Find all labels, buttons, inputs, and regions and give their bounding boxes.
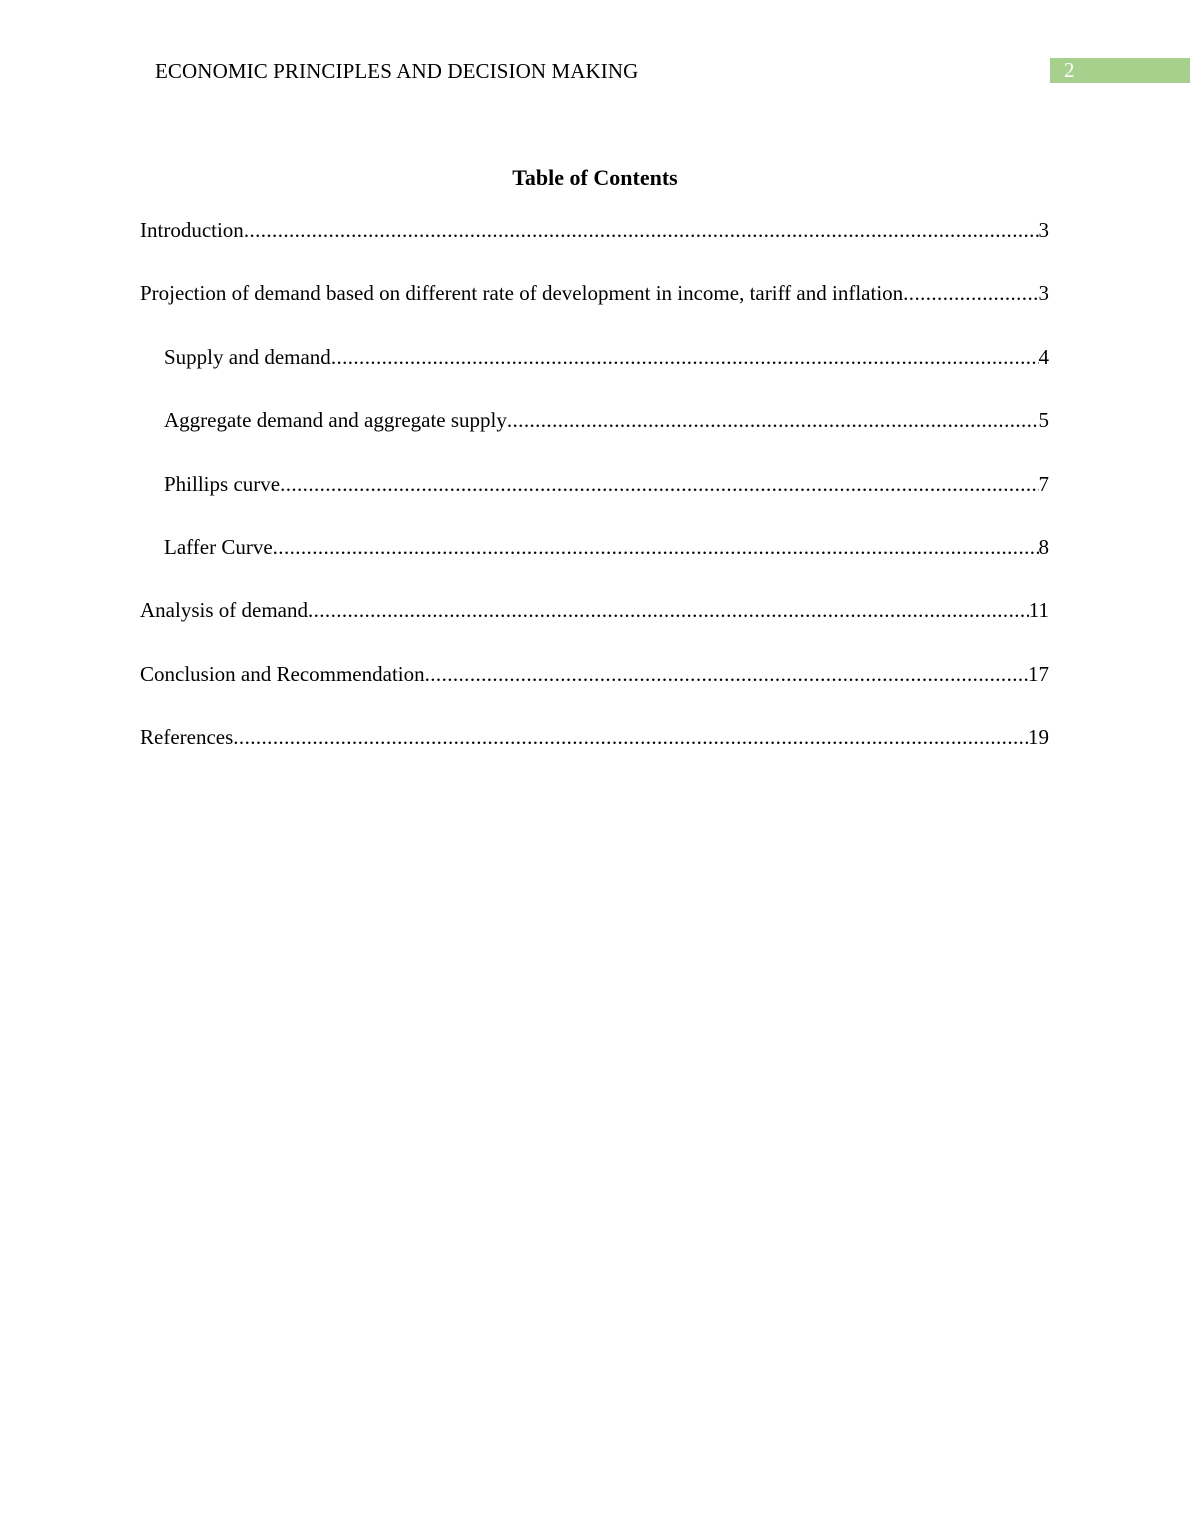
- toc-dot-leader: [903, 278, 1038, 308]
- toc-entry-introduction[interactable]: [140, 215, 1049, 278]
- toc-entry-references[interactable]: [140, 722, 1049, 785]
- toc-entry-label[interactable]: Conclusion and Recommendation: [140, 661, 425, 686]
- toc-entry-projection-of-demand[interactable]: [140, 278, 1049, 341]
- toc-entry-conclusion[interactable]: [140, 659, 1049, 722]
- toc-list: [140, 215, 1049, 786]
- toc-dot-leader: [308, 595, 1029, 625]
- toc-entry-label[interactable]: Projection of demand based on different rate of development in income, tariff and inflation: [140, 281, 904, 306]
- toc-dot-leader: [280, 469, 1038, 499]
- toc-dot-leader: [273, 532, 1039, 562]
- toc-dot-leader: [244, 215, 1039, 245]
- page-number: 2: [1064, 58, 1075, 82]
- toc-entry-laffer-curve[interactable]: [140, 532, 1049, 595]
- toc-entry-page: 5: [1038, 408, 1049, 433]
- toc-entry-label[interactable]: Aggregate demand and aggregate supply: [164, 408, 507, 433]
- toc-entry-page: 11: [1028, 598, 1049, 623]
- toc-dot-leader: [233, 722, 1028, 752]
- toc-entry-label[interactable]: Supply and demand: [164, 344, 331, 369]
- toc-entry-label[interactable]: Introduction: [140, 218, 244, 242]
- toc-entry-page: 4: [1038, 344, 1049, 369]
- toc-entry-page: 17: [1028, 661, 1049, 686]
- toc-dot-leader: [425, 659, 1028, 689]
- toc-entry-page: 3: [1038, 281, 1049, 306]
- toc-dot-leader: [331, 342, 1039, 372]
- toc-entry-supply-and-demand[interactable]: [140, 342, 1049, 405]
- toc-entry-aggregate-demand[interactable]: [140, 405, 1049, 468]
- toc-entry-page: 3: [1038, 218, 1049, 242]
- toc-entry-label[interactable]: Analysis of demand: [140, 598, 308, 623]
- toc-entry-page: 7: [1038, 471, 1049, 496]
- toc-entry-page: 19: [1028, 725, 1049, 750]
- toc-entry-label[interactable]: References: [140, 725, 234, 750]
- toc-entry-label[interactable]: Phillips curve: [164, 471, 281, 496]
- toc-entry-label[interactable]: Laffer Curve: [164, 534, 273, 559]
- page-number-box: [1050, 58, 1190, 83]
- toc-entry-page: 8: [1038, 534, 1049, 559]
- toc-title: Table of Contents: [512, 165, 678, 190]
- toc-entry-phillips-curve[interactable]: [140, 469, 1049, 532]
- toc-entry-analysis-of-demand[interactable]: [140, 595, 1049, 658]
- toc-dot-leader: [507, 405, 1039, 435]
- running-head: ECONOMIC PRINCIPLES AND DECISION MAKING: [155, 59, 639, 83]
